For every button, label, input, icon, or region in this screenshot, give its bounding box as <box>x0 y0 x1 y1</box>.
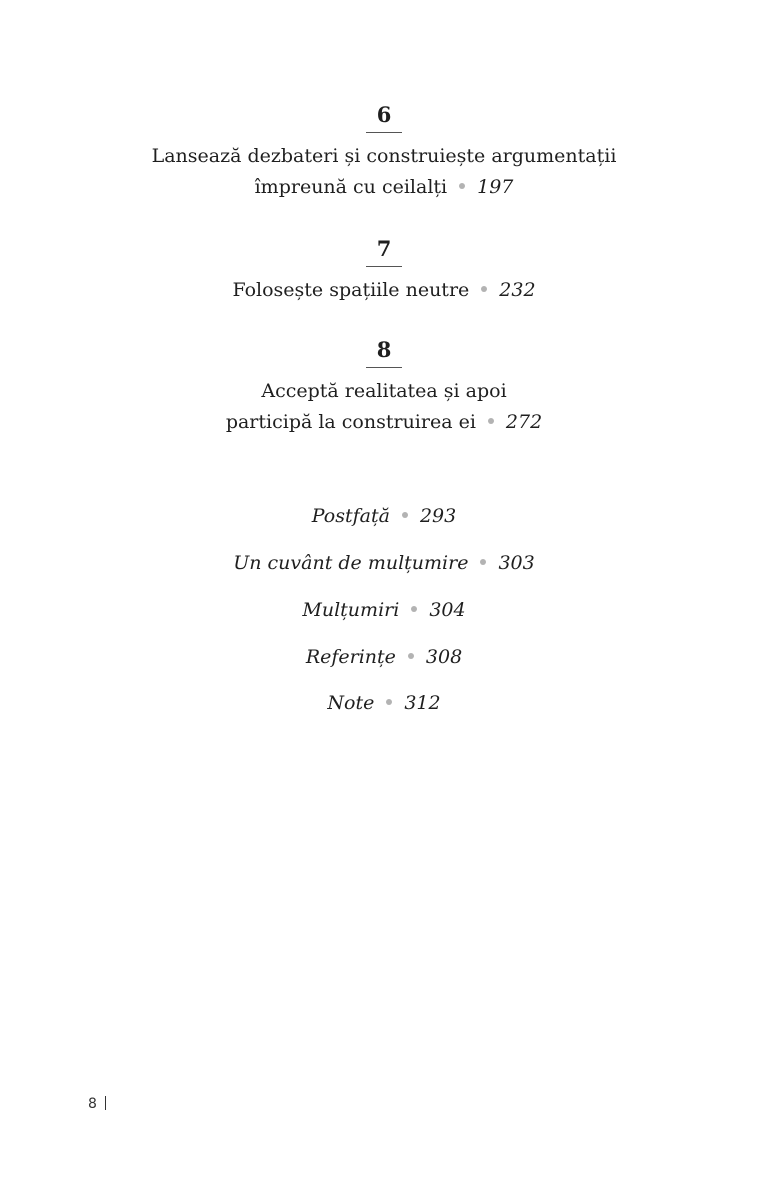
chapter-title <box>0 275 768 306</box>
entry-title: Referințe <box>305 646 396 668</box>
toc-chapter-8[interactable] <box>0 337 768 438</box>
bullet-separator-icon <box>480 559 486 565</box>
toc-entry-postfata[interactable] <box>0 504 768 528</box>
entry-title: Note <box>327 692 375 714</box>
bullet-separator-icon <box>402 512 408 518</box>
chapter-page-number: 197 <box>477 176 514 198</box>
toc-entry-multumiri[interactable] <box>0 598 768 622</box>
entry-page-number: 303 <box>498 552 535 574</box>
page-folio <box>88 1094 106 1114</box>
chapter-title-line: Acceptă realitatea și apoi <box>261 380 507 402</box>
entry-page-number: 308 <box>425 646 463 668</box>
entry-page-number: 304 <box>429 599 466 621</box>
entry-page-number: 312 <box>404 692 441 714</box>
toc-entry-referinte[interactable] <box>0 645 768 669</box>
chapter-title <box>0 376 768 438</box>
folio-number: 8 <box>88 1096 97 1112</box>
bullet-separator-icon <box>411 606 417 612</box>
chapter-title-last-line <box>0 172 768 203</box>
chapter-page-number: 232 <box>499 279 536 301</box>
bullet-separator-icon <box>481 286 487 292</box>
entry-page-number: 293 <box>419 505 457 527</box>
chapter-number: 7 <box>366 236 402 267</box>
chapter-title-last-line <box>0 407 768 438</box>
toc-entry-cuvant-de-multumire[interactable] <box>0 551 768 575</box>
chapter-number: 8 <box>366 337 402 368</box>
chapter-title-line: Folosește spațiile neutre <box>232 279 470 301</box>
bullet-separator-icon <box>408 653 414 659</box>
folio-separator <box>105 1096 106 1110</box>
bullet-separator-icon <box>459 183 465 189</box>
chapter-title-line: participă la construirea ei <box>225 411 476 433</box>
toc-entry-note[interactable] <box>0 691 768 715</box>
bullet-separator-icon <box>488 418 494 424</box>
chapter-title <box>0 141 768 203</box>
chapter-title-line: Lansează dezbateri și construiește argumentații <box>151 145 617 167</box>
entry-title: Mulțumiri <box>302 599 400 621</box>
chapter-title-line: împreună cu ceilalți <box>254 176 448 198</box>
chapter-title-last-line <box>0 275 768 306</box>
entry-title: Un cuvânt de mulțumire <box>233 552 469 574</box>
chapter-page-number: 272 <box>505 411 543 433</box>
bullet-separator-icon <box>386 699 392 705</box>
chapter-number: 6 <box>366 102 402 133</box>
toc-chapter-7[interactable] <box>0 236 768 306</box>
toc-chapter-6[interactable] <box>0 102 768 203</box>
entry-title: Postfață <box>311 505 390 527</box>
